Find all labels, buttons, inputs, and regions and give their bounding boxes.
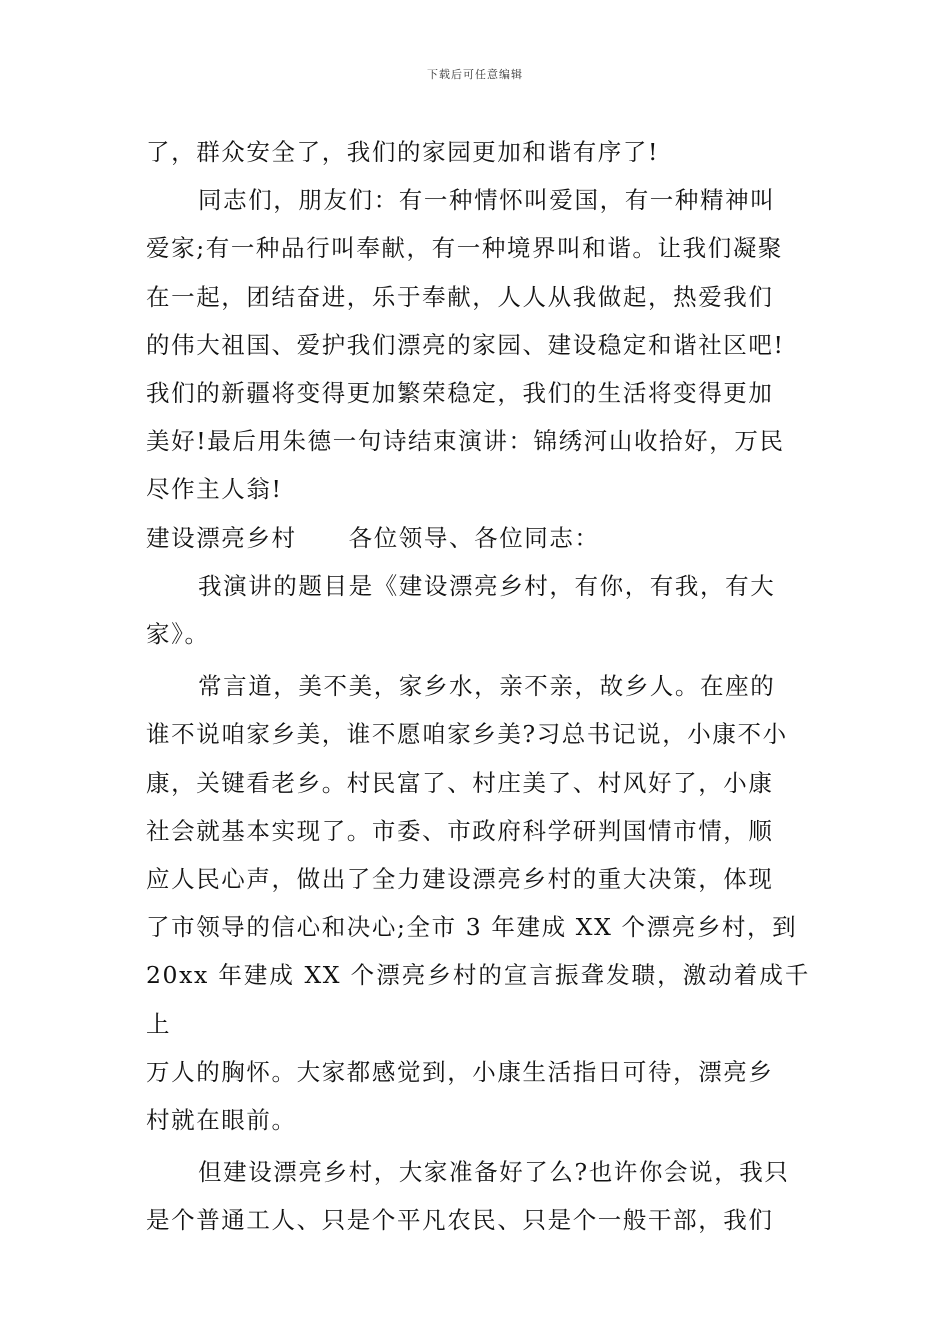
document-body	[146, 128, 810, 1245]
paragraph-5	[146, 1148, 810, 1244]
text-line: 家》。	[146, 620, 210, 649]
text-line: 我演讲的题目是《建设漂亮乡村，有你，有我，有大	[198, 571, 776, 600]
text-line: 的伟大祖国、爱护我们漂亮的家园、建设稳定和谐社区吧!	[146, 330, 785, 359]
text-line: 我们的新疆将变得更加繁荣稳定，我们的生活将变得更加	[146, 379, 774, 408]
paragraph-1	[146, 128, 810, 176]
text-line: 同志们，朋友们：有一种情怀叫爱国，有一种精神叫	[198, 186, 776, 215]
paragraph-2	[146, 176, 810, 513]
text-line: 了，群众安全了，我们的家园更加和谐有序了!	[146, 138, 660, 166]
text-line: 爱家;有一种品行叫奉献，有一种境界叫和谐。让我们凝聚	[146, 234, 784, 263]
greeting: 各位领导、各位同志：	[348, 523, 600, 552]
text-line: 美好!最后用朱德一句诗结束演讲：锦绣河山收拾好，万民	[146, 427, 785, 456]
text-line: 社会就基本实现了。市委、市政府科学研判国情市情，顺	[146, 816, 774, 845]
paragraph-4	[146, 662, 810, 1144]
page-header: 下载后可任意编辑	[427, 68, 523, 81]
paragraph-3	[146, 562, 810, 658]
text-line: 万人的胸怀。大家都感觉到，小康生活指日可待，漂亮乡	[146, 1057, 774, 1086]
text-line: 但建设漂亮乡村，大家准备好了么?也许你会说，我只	[198, 1158, 790, 1187]
text-line: 谁不说咱家乡美，谁不愿咱家乡美?习总书记说，小康不小	[146, 720, 788, 749]
text-line: 村就在眼前。	[146, 1106, 297, 1135]
text-line: 了市领导的信心和决心;全市 3 年建成 XX 个漂亮乡村，到	[146, 913, 798, 942]
text-line: 常言道，美不美，家乡水，亲不亲，故乡人。在座的	[198, 672, 776, 701]
text-line: 康，关键看老乡。村民富了、村庄美了、村风好了，小康	[146, 768, 774, 797]
section-title-line	[146, 514, 810, 562]
section-title: 建设漂亮乡村	[146, 523, 297, 552]
text-line: 应人民心声，做出了全力建设漂亮乡村的重大决策，体现	[146, 865, 774, 894]
text-line: 20xx 年建成 XX 个漂亮乡村的宣言振聋发聩，激动着成千上	[146, 961, 810, 1038]
text-line: 是个普通工人、只是个平凡农民、只是个一般干部，我们	[146, 1206, 774, 1235]
text-line: 在一起，团结奋进，乐于奉献，人人从我做起，热爱我们	[146, 282, 774, 311]
text-line: 尽作主人翁!	[146, 475, 283, 504]
